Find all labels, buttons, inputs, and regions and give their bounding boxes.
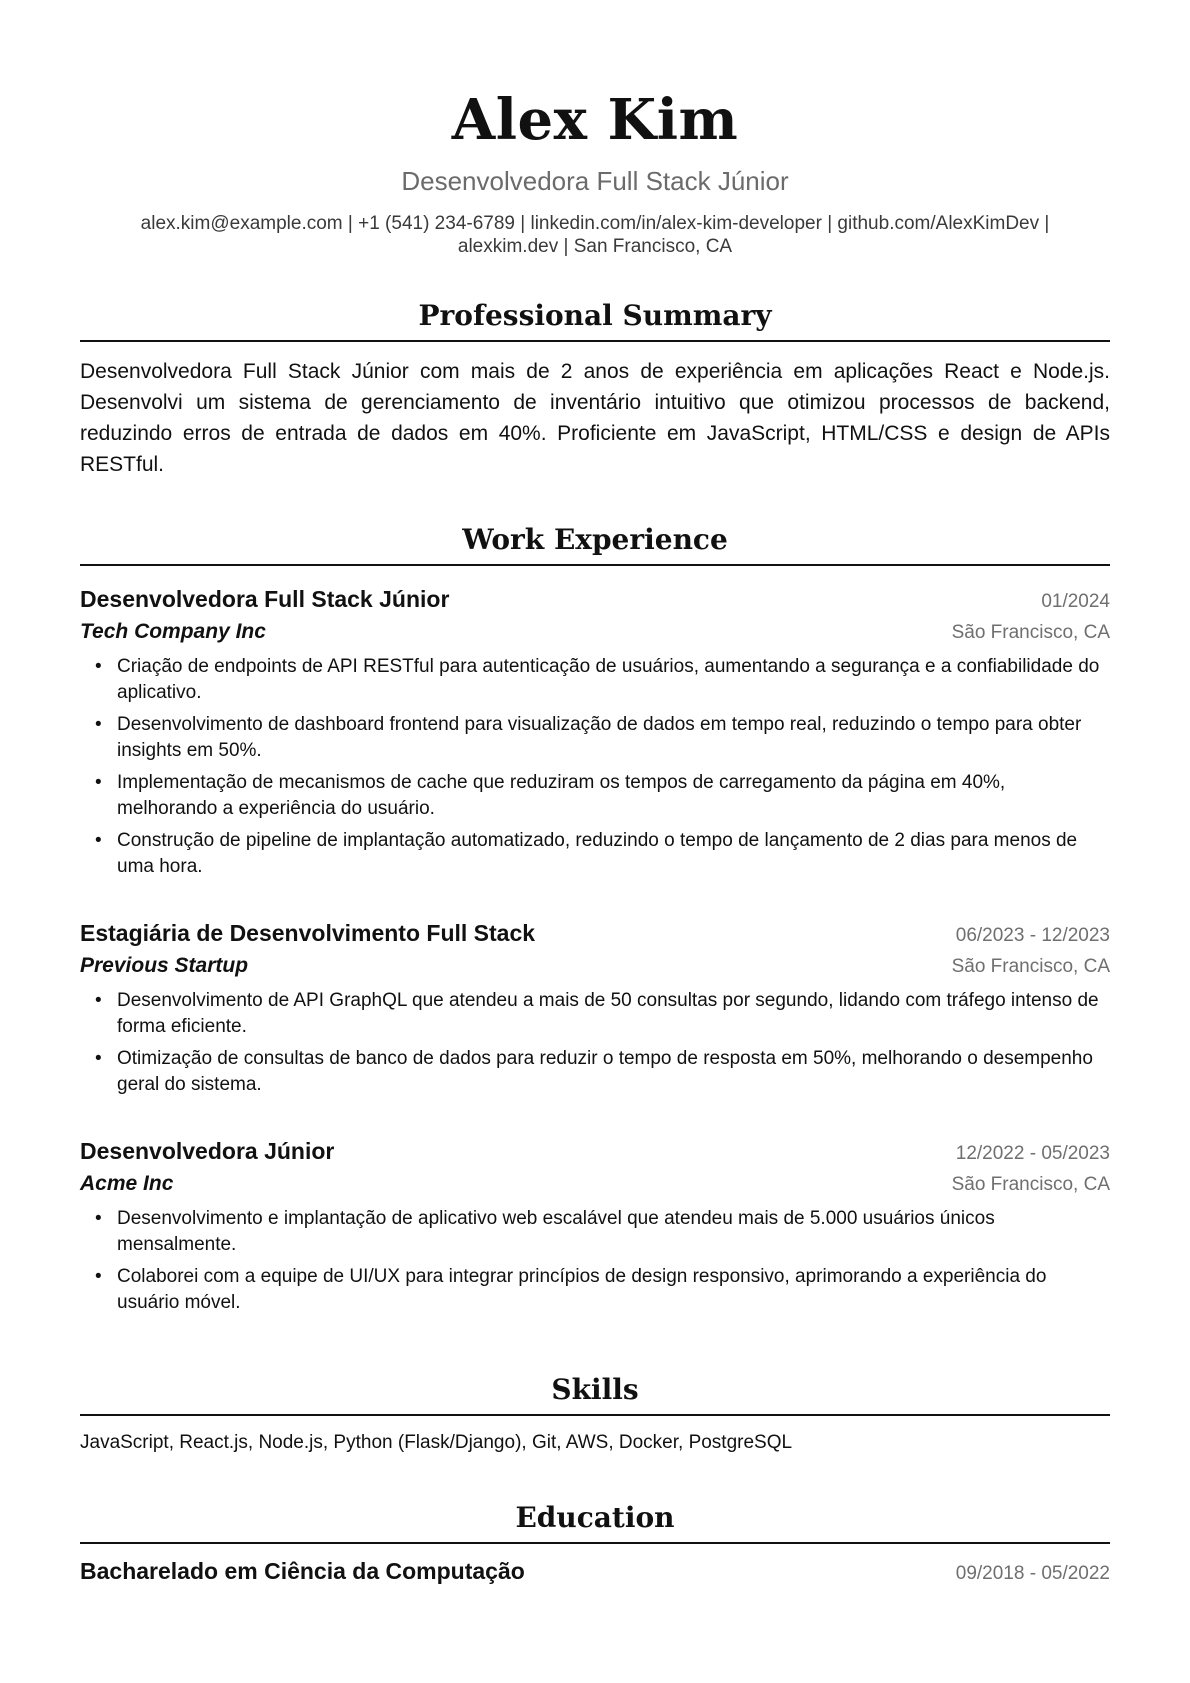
job-bullets (80, 988, 1110, 1098)
job-bullet: • Construção de pipeline de implantação automatizado, reduzindo o tempo de lançamento de 2 dias para menos de uma hora. (117, 828, 1110, 880)
job-bullets (80, 654, 1110, 880)
summary-section (80, 298, 1110, 480)
skills-section (80, 1372, 1110, 1456)
summary-text: Desenvolvedora Full Stack Júnior com mais de 2 anos de experiência em aplicações React e Node.js. Desenvolvi um sistema de gerenciamento de inventário intuitivo que otimizou processos de backend, reduzindo erros de entrada de dados em 40%. Proficiente em JavaScript, HTML/CSS e design de APIs RESTful. (80, 360, 1110, 476)
candidate-subtitle: Desenvolvedora Full Stack Júnior (401, 166, 789, 196)
contact-line-2: alexkim.dev | San Francisco, CA (457, 236, 733, 257)
skills-heading: Skills (80, 1372, 1110, 1416)
job-date: 06/2023 - 12/2023 (955, 925, 1110, 946)
company-name: Tech Company Inc (80, 620, 266, 643)
job-bullet: • Otimização de consultas de banco de dados para reduzir o tempo de resposta em 50%, melhorando o desempenho geral do sistema. (117, 1046, 1110, 1098)
job-date: 01/2024 (1041, 591, 1110, 612)
job-title: Desenvolvedora Full Stack Júnior (80, 586, 450, 612)
skills-list: JavaScript, React.js, Node.js, Python (Flask/Django), Git, AWS, Docker, PostgreSQL (80, 1432, 793, 1453)
education-date: 09/2018 - 05/2022 (955, 1563, 1110, 1584)
job-bullet: • Desenvolvimento e implantação de aplicativo web escalável que atendeu mais de 5.000 usuários únicos mensalmente. (117, 1206, 1110, 1258)
summary-heading: Professional Summary (80, 298, 1110, 342)
education-section (80, 1500, 1110, 1589)
company-name: Previous Startup (80, 954, 249, 977)
work-experience-section (80, 522, 1110, 1316)
job-location: São Francisco, CA (951, 1174, 1110, 1195)
education-entry (80, 1556, 1110, 1589)
job-bullet: • Desenvolvimento de dashboard frontend para visualização de dados em tempo real, reduzindo o tempo para obter insights em 50%. (117, 712, 1110, 764)
job-entry (80, 918, 1110, 1098)
degree-name: Bacharelado em Ciência da Computação (80, 1558, 525, 1584)
job-bullets (80, 1206, 1110, 1316)
job-date: 12/2022 - 05/2023 (955, 1143, 1110, 1164)
job-bullet: • Criação de endpoints de API RESTful para autenticação de usuários, aumentando a segurança e a confiabilidade do aplicativo. (117, 654, 1110, 706)
contact-info (105, 212, 1085, 258)
contact-line-1: alex.kim@example.com | +1 (541) 234-6789 | linkedin.com/in/alex-kim-developer | github.com/AlexKimDev | (140, 213, 1050, 234)
job-bullet: • Desenvolvimento de API GraphQL que atendeu a mais de 50 consultas por segundo, lidando com tráfego intenso de forma eficiente. (117, 988, 1110, 1040)
job-entry (80, 1136, 1110, 1316)
job-bullet: • Implementação de mecanismos de cache que reduziram os tempos de carregamento da página em 40%, melhorando a experiência do usuário. (117, 770, 1110, 822)
company-name: Acme Inc (80, 1172, 174, 1195)
job-location: São Francisco, CA (951, 622, 1110, 643)
job-entry (80, 584, 1110, 880)
education-heading: Education (80, 1500, 1110, 1544)
job-title: Estagiária de Desenvolvimento Full Stack (80, 920, 536, 946)
job-bullet: • Colaborei com a equipe de UI/UX para integrar princípios de design responsivo, aprimorando a experiência do usuário móvel. (117, 1264, 1110, 1316)
job-location: São Francisco, CA (951, 956, 1110, 977)
work-experience-heading: Work Experience (80, 522, 1110, 566)
job-title: Desenvolvedora Júnior (80, 1138, 335, 1164)
candidate-name: Alex Kim (451, 87, 739, 153)
